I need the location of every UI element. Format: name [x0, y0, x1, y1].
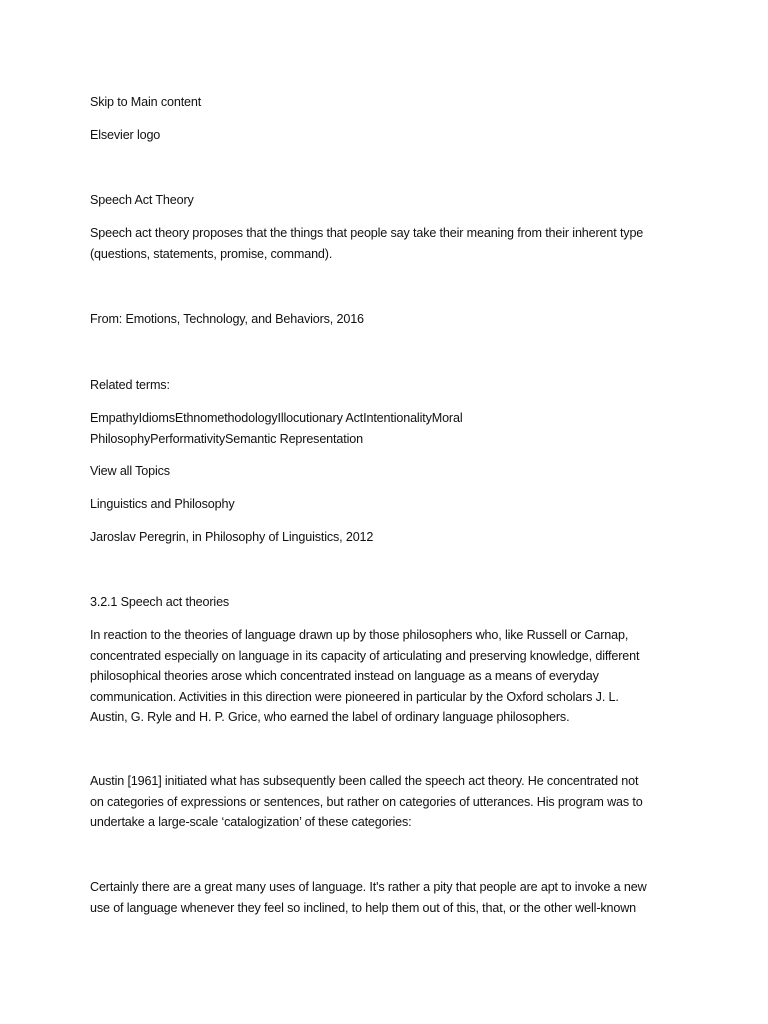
section-paragraph-1: [90, 625, 690, 728]
topic-definition-line: (questions, statements, promise, command).: [90, 246, 333, 261]
elsevier-logo: Elsevier logo: [90, 128, 161, 142]
quote-line: Certainly there are a great many uses of language. It's rather a pity that people are apt to invoke a new: [90, 880, 647, 894]
paragraph-line: communication. Activities in this direction were pioneered in particular by the Oxford scholars J. L.: [90, 689, 619, 704]
section-paragraph-2: [90, 771, 690, 833]
topic-source: From: Emotions, Technology, and Behaviors, 2016: [90, 312, 364, 326]
paragraph-line: Austin, G. Ryle and H. P. Grice, who earned the label of ordinary language philosophers.: [90, 710, 570, 724]
document-page: [90, 0, 690, 1024]
paragraph-line: concentrated especially on language in its capacity of articulating and preserving knowledge, different: [90, 648, 640, 663]
chapter-author: Jaroslav Peregrin, in Philosophy of Linguistics, 2012: [90, 530, 374, 544]
chapter-title[interactable]: Linguistics and Philosophy: [90, 497, 235, 511]
topic-definition-line: Speech act theory proposes that the things that people say take their meaning from their inherent type: [90, 226, 644, 240]
quote-line: use of language whenever they feel so inclined, to help them out of this, that, or the other well-known: [90, 900, 637, 915]
view-all-topics-link[interactable]: View all Topics: [90, 464, 170, 478]
section-heading: 3.2.1 Speech act theories: [90, 595, 230, 609]
paragraph-line: philosophical theories arose which concentrated instead on language as a means of everyday: [90, 669, 599, 683]
paragraph-line: Austin [1961] initiated what has subsequently been called the speech act theory. He concentrated not: [90, 774, 639, 788]
related-terms-line[interactable]: EmpathyIdiomsEthnomethodologyIllocutionary ActIntentionalityMoral: [90, 411, 463, 425]
skip-to-main-link[interactable]: Skip to Main content: [90, 95, 202, 109]
quote-block: [90, 877, 690, 918]
related-terms-heading: Related terms:: [90, 378, 170, 392]
topic-definition: [90, 223, 690, 264]
related-terms-list[interactable]: [90, 408, 690, 449]
paragraph-line: undertake a large-scale ‘catalogization’ of these categories:: [90, 815, 412, 829]
topic-title: Speech Act Theory: [90, 193, 194, 207]
related-terms-line[interactable]: PhilosophyPerformativitySemantic Representation: [90, 431, 363, 446]
paragraph-line: on categories of expressions or sentences, but rather on categories of utterances. His program was to: [90, 794, 643, 809]
paragraph-line: In reaction to the theories of language drawn up by those philosophers who, like Russell or Carnap,: [90, 628, 629, 642]
